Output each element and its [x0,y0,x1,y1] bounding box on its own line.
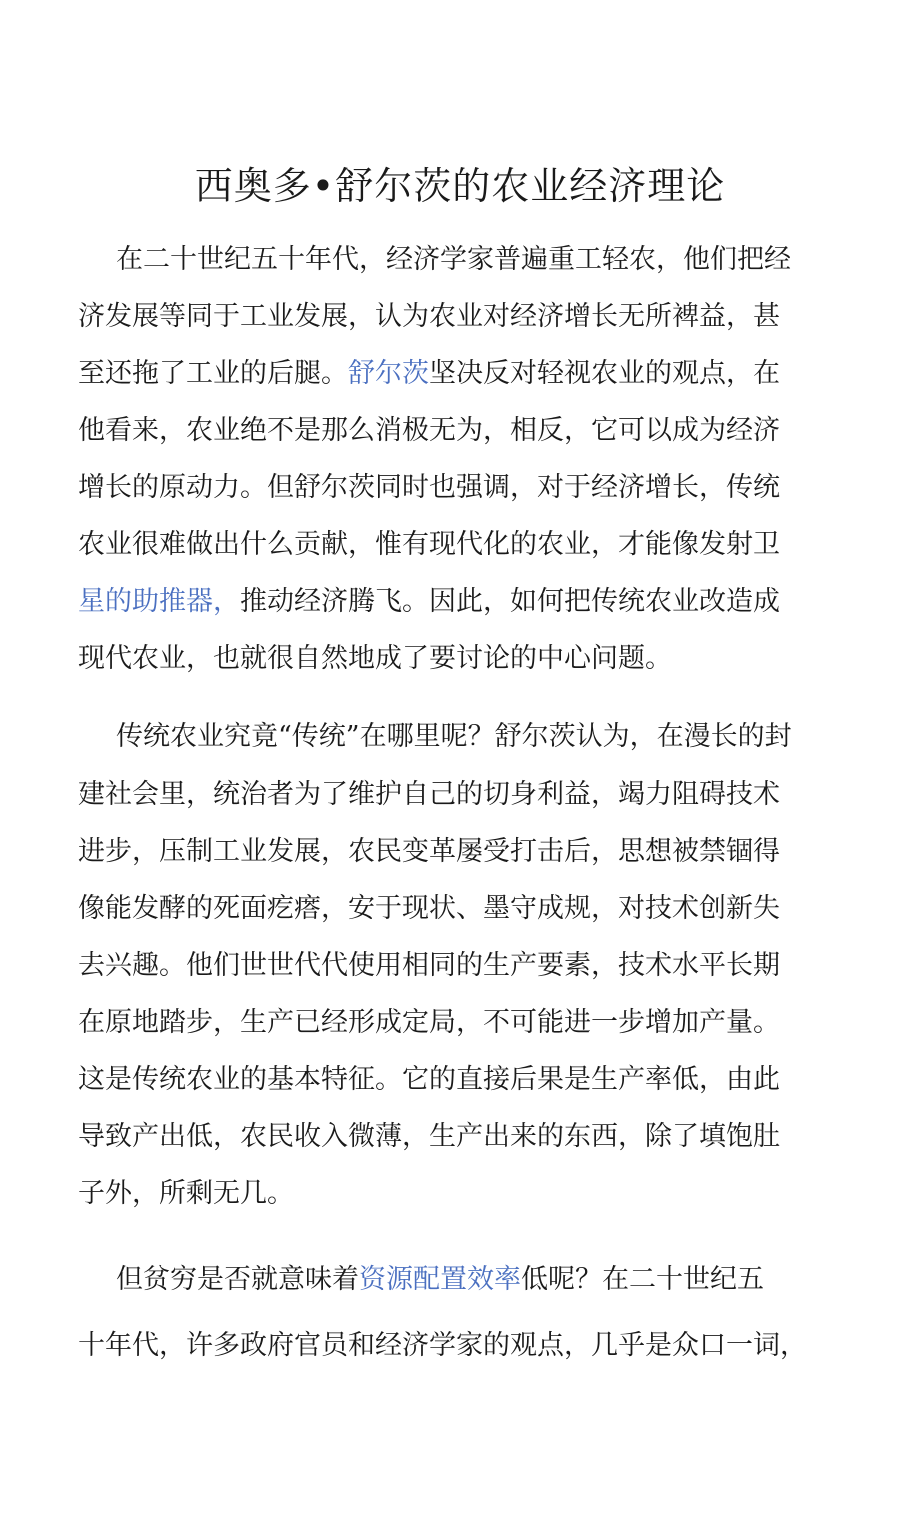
paragraph-2-line-3 [78,832,838,872]
booster-link[interactable]: 星的助推器， [78,586,240,617]
paragraph-3-line-1 [116,1260,876,1300]
paragraph-2-line-9 [78,1174,838,1214]
text-segment: 建社会里，统治者为了维护自己的切身利益，竭力阻碍技术 [78,779,780,810]
paragraph-2-line-5 [78,946,838,986]
paragraph-1-line-6 [78,525,838,565]
paragraph-1-line-2 [78,297,838,337]
schultz-link[interactable]: 舒尔茨 [348,358,429,389]
paragraph-1-line-7 [78,582,838,622]
paragraph-2-line-4 [78,889,838,929]
text-segment: 推动经济腾飞。因此，如何把传统农业改造成 [240,586,780,617]
text-segment: 子外，所剩无几。 [78,1178,294,1209]
resource-allocation-link[interactable]: 资源配置效率 [359,1264,521,1295]
paragraph-2-line-6 [78,1003,838,1043]
paragraph-2-line-8 [78,1117,838,1157]
paragraph-2-line-2 [78,775,838,815]
text-segment: 在原地踏步，生产已经形成定局，不可能进一步增加产量。 [78,1007,780,1038]
paragraph-1-line-3 [78,354,838,394]
text-segment: 济发展等同于工业发展，认为农业对经济增长无所裨益，甚 [78,301,780,332]
paragraph-1-line-4 [78,411,838,451]
text-segment: 低呢？在二十世纪五 [521,1264,764,1295]
text-segment: 至还拖了工业的后腿。 [78,358,348,389]
text-segment: 十年代，许多政府官员和经济学家的观点，几乎是众口一词， [78,1330,807,1361]
text-segment: 传统农业究竟“传统”在哪里呢？舒尔茨认为，在漫长的封 [116,721,792,752]
text-segment: 他看来，农业绝不是那么消极无为，相反，它可以成为经济 [78,415,780,446]
paragraph-1-line-8 [78,639,838,679]
text-segment: 农业很难做出什么贡献，惟有现代化的农业，才能像发射卫 [78,529,780,560]
document-title: 西奥多•舒尔茨的农业经济理论 [194,164,726,208]
paragraph-1-line-1 [116,240,876,280]
paragraph-2-line-1 [116,717,876,757]
text-segment: 去兴趣。他们世世代代使用相同的生产要素，技术水平长期 [78,950,780,981]
paragraph-1-line-5 [78,468,838,508]
paragraph-2-line-7 [78,1060,838,1100]
text-segment: 像能发酵的死面疙瘩，安于现状、墨守成规，对技术创新失 [78,893,780,924]
text-segment: 坚决反对轻视农业的观点，在 [429,358,780,389]
text-segment: 进步，压制工业发展，农民变革屡受打击后，思想被禁锢得 [78,836,780,867]
text-segment: 增长的原动力。但舒尔茨同时也强调，对于经济增长，传统 [78,472,780,503]
text-segment: 现代农业，也就很自然地成了要讨论的中心问题。 [78,643,672,674]
text-segment: 在二十世纪五十年代，经济学家普遍重工轻农，他们把经 [116,244,791,275]
paragraph-3-line-2 [78,1326,838,1366]
text-segment: 导致产出低，农民收入微薄，生产出来的东西，除了填饱肚 [78,1121,780,1152]
text-segment: 但贫穷是否就意味着 [116,1264,359,1295]
text-segment: 这是传统农业的基本特征。它的直接后果是生产率低，由此 [78,1064,780,1095]
